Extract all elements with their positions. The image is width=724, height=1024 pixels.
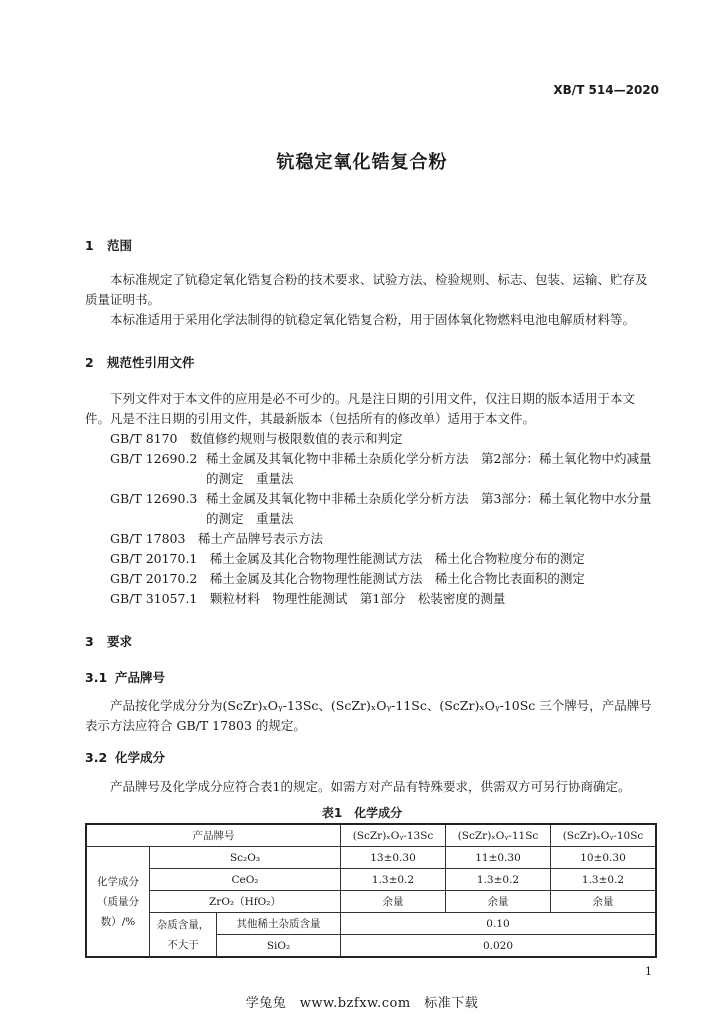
section-3-number: 3 — [85, 634, 94, 649]
reference-item — [110, 569, 658, 589]
reference-item — [110, 549, 658, 569]
reference-title: 稀土金属及其氧化物中非稀土杂质化学分析方法 第3部分：稀土氧化物中水分量的测定 重量法 — [206, 491, 652, 526]
table-row — [86, 891, 656, 913]
section-1-paragraph-2: 本标准适用于采用化学法制得的钪稳定氧化锆复合粉，用于固体氧化物燃料电池电解质材料等。 — [110, 312, 636, 327]
section-1-title: 范围 — [107, 238, 133, 253]
impurity-name: SiO₂ — [217, 935, 341, 958]
page-number: 1 — [645, 965, 652, 978]
brand-cell: (ScZr)ₓOᵧ-13Sc — [341, 824, 446, 847]
impurity-name: 其他稀土杂质含量 — [217, 913, 341, 935]
reference-item — [110, 449, 658, 489]
reference-item — [110, 529, 658, 549]
reference-title: 数值修约规则与极限数值的表示和判定 — [190, 431, 403, 446]
brand-cell: (ScZr)ₓOᵧ-11Sc — [446, 824, 551, 847]
reference-title: 稀土金属及其化合物物理性能测试方法 稀土化合物比表面积的测定 — [209, 571, 585, 586]
section-2-number: 2 — [85, 355, 94, 370]
reference-code: GB/T 20170.1 — [110, 551, 198, 566]
section-3-1-number: 3.1 — [85, 670, 108, 685]
section-3-heading — [85, 632, 132, 650]
table-caption: 表1 化学成分 — [321, 806, 403, 820]
section-3-1-title: 产品牌号 — [115, 670, 166, 685]
footer-watermark: 学兔兔 www.bzfxw.com 标准下载 — [245, 996, 479, 1011]
table-header-row — [86, 824, 656, 847]
impurity-value: 0.020 — [341, 935, 657, 958]
section-1-paragraph-1: 本标准规定了钪稳定氧化锆复合粉的技术要求、试验方法、检验规则、标志、包装、运输、贮存及质量证明书。 — [85, 272, 648, 307]
chemical-composition-table — [85, 823, 657, 958]
brand-cell: (ScZr)ₓOᵧ-10Sc — [551, 824, 657, 847]
impurity-value: 0.10 — [341, 913, 657, 935]
reference-code: GB/T 12690.3 — [110, 491, 198, 506]
component-value: 1.3±0.2 — [551, 869, 657, 891]
section-1-heading — [85, 236, 132, 254]
component-value: 10±0.30 — [551, 847, 657, 869]
impurity-label: 杂质含量，不大于 — [150, 913, 217, 958]
section-2-heading — [85, 353, 195, 371]
reference-title: 颗粒材料 物理性能测试 第1部分 松装密度的测量 — [209, 591, 506, 606]
reference-item — [110, 489, 658, 529]
section-2-paragraph: 下列文件对于本文件的应用是必不可少的。凡是注日期的引用文件，仅注日期的版本适用于本文件。凡是不注日期的引用文件，其最新版本（包括所有的修改单）适用于本文件。 — [85, 391, 636, 426]
component-value: 余量 — [446, 891, 551, 913]
reference-title: 稀土金属及其氧化物中非稀土杂质化学分析方法 第2部分：稀土氧化物中灼减量的测定 重量法 — [206, 451, 652, 486]
component-value: 1.3±0.2 — [341, 869, 446, 891]
component-name: ZrO₂（HfO₂） — [150, 891, 341, 913]
reference-code: GB/T 20170.2 — [110, 571, 198, 586]
component-value: 余量 — [551, 891, 657, 913]
reference-item — [110, 589, 658, 609]
component-value: 余量 — [341, 891, 446, 913]
table-row — [86, 869, 656, 891]
section-2-title: 规范性引用文件 — [107, 355, 195, 370]
section-1-number: 1 — [85, 238, 94, 253]
reference-item — [110, 429, 658, 449]
table-row — [86, 847, 656, 869]
reference-title: 稀土金属及其化合物物理性能测试方法 稀土化合物粒度分布的测定 — [209, 551, 585, 566]
standard-code: XB/T 514—2020 — [553, 83, 659, 97]
section-3-title: 要求 — [107, 634, 133, 649]
section-3-1-heading — [85, 668, 165, 686]
component-value: 11±0.30 — [446, 847, 551, 869]
component-value: 1.3±0.2 — [446, 869, 551, 891]
composition-group-label: 化学成分（质量分数）/% — [86, 847, 150, 958]
component-name: Sc₂O₃ — [150, 847, 341, 869]
section-3-2-number: 3.2 — [85, 750, 108, 765]
section-3-2-paragraph: 产品牌号及化学成分应符合表1的规定。如需方对产品有特殊要求，供需双方可另行协商确定。 — [110, 779, 631, 794]
brand-header-cell: 产品牌号 — [86, 824, 341, 847]
reference-code: GB/T 17803 — [110, 531, 186, 546]
component-value: 13±0.30 — [341, 847, 446, 869]
component-name: CeO₂ — [150, 869, 341, 891]
section-3-2-heading — [85, 748, 165, 766]
reference-code: GB/T 12690.2 — [110, 451, 198, 466]
table-row — [86, 913, 656, 935]
reference-code: GB/T 8170 — [110, 431, 178, 446]
section-3-1-paragraph: 产品按化学成分分为(ScZr)ₓOᵧ-13Sc、(ScZr)ₓOᵧ-11Sc、(ScZr)ₓOᵧ-10Sc 三个牌号，产品牌号表示方法应符合 GB/T 17803 的规定。 — [85, 698, 652, 733]
reference-title: 稀土产品牌号表示方法 — [197, 531, 323, 546]
section-3-2-title: 化学成分 — [115, 750, 166, 765]
document-title: 钪稳定氧化锆复合粉 — [276, 152, 448, 173]
reference-code: GB/T 31057.1 — [110, 591, 198, 606]
